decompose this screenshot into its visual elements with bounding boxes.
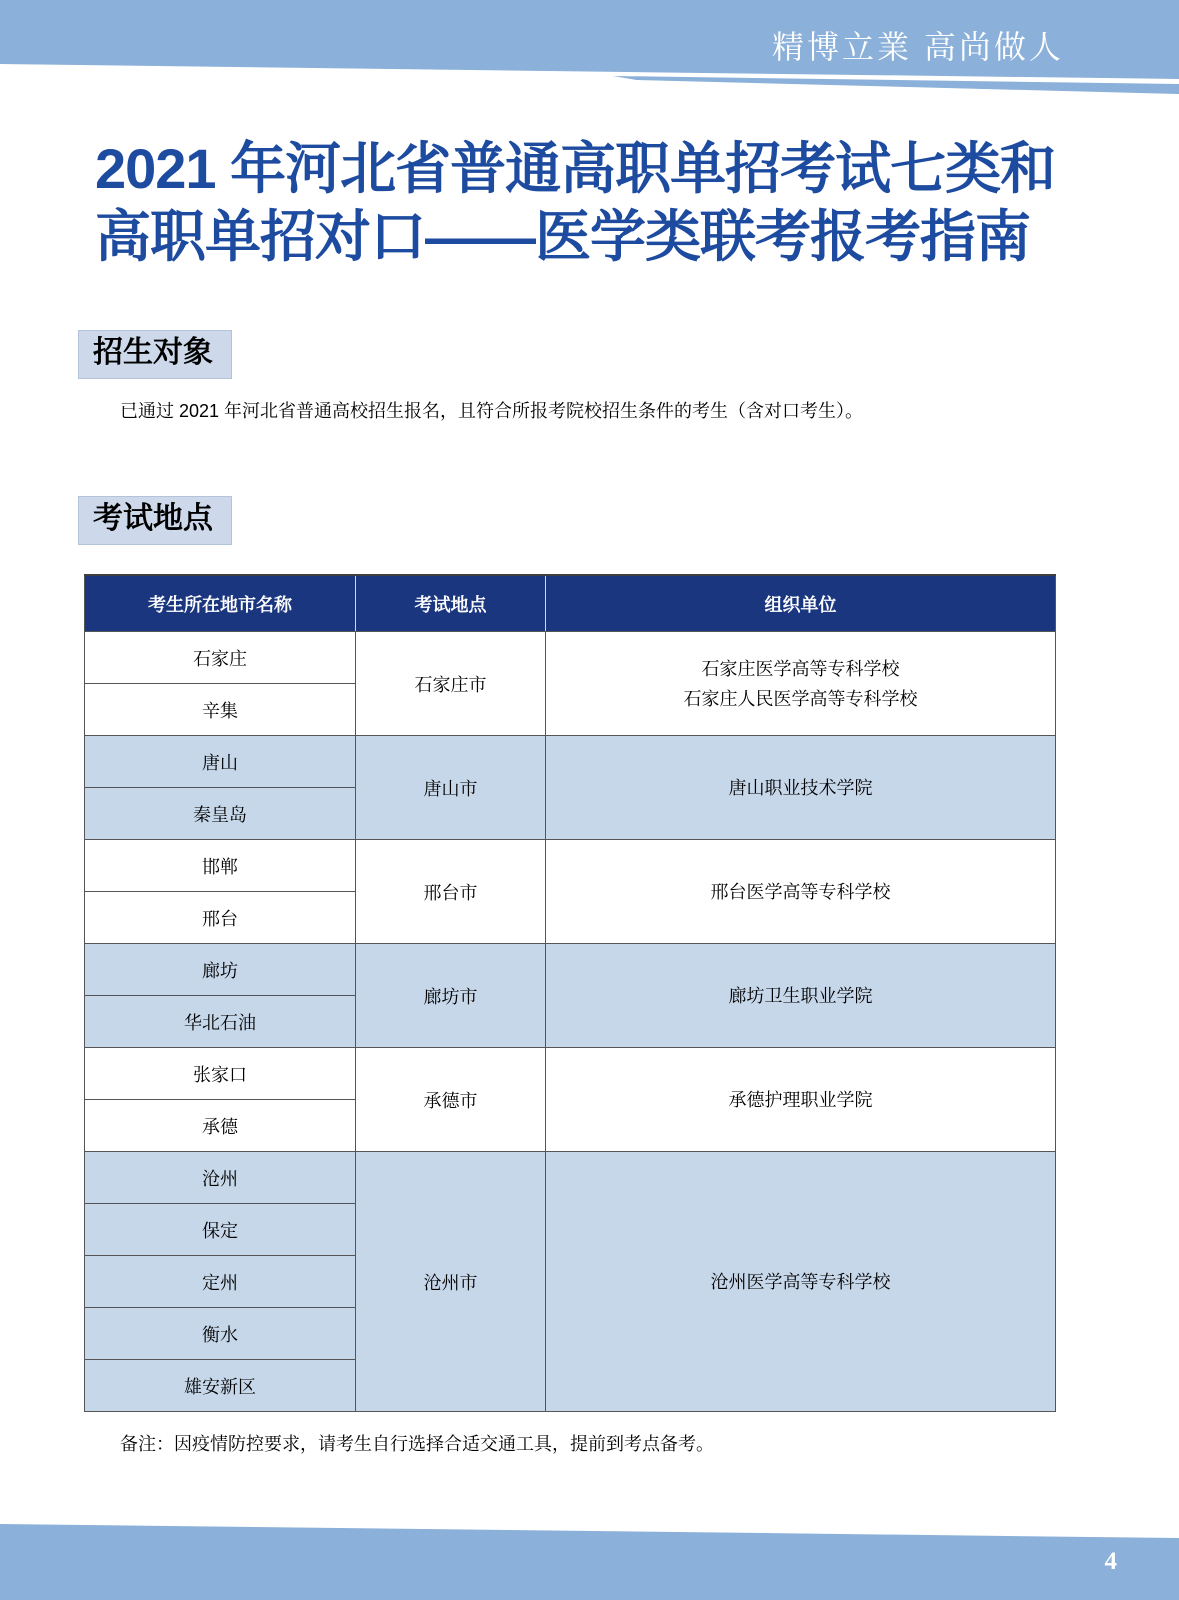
city-cell: 衡水 bbox=[85, 1308, 356, 1360]
exam-location-cell: 廊坊市 bbox=[356, 944, 546, 1048]
organizer-line: 石家庄人民医学高等专科学校 bbox=[683, 688, 918, 709]
organizer-line: 承德护理职业学院 bbox=[728, 1089, 873, 1110]
table-row bbox=[85, 840, 1056, 892]
bottom-banner bbox=[0, 1500, 1179, 1600]
city-cell: 保定 bbox=[85, 1204, 356, 1256]
exam-location-cell: 石家庄市 bbox=[356, 632, 546, 736]
table-row bbox=[85, 944, 1056, 996]
city-cell: 张家口 bbox=[85, 1048, 356, 1100]
city-cell: 华北石油 bbox=[85, 996, 356, 1048]
organizer-cell bbox=[546, 632, 1056, 736]
table-row bbox=[85, 1152, 1056, 1204]
section-heading-enrollment: 招生对象 bbox=[78, 330, 232, 379]
organizer-cell bbox=[546, 944, 1056, 1048]
bottom-banner-band bbox=[0, 1500, 1179, 1600]
city-cell: 唐山 bbox=[85, 736, 356, 788]
organizer-cell bbox=[546, 736, 1056, 840]
table-note: 备注：因疫情防控要求，请考生自行选择合适交通工具，提前到考点备考。 bbox=[120, 1434, 714, 1454]
column-header-location: 考试地点 bbox=[356, 575, 546, 632]
exam-location-cell: 承德市 bbox=[356, 1048, 546, 1152]
organizer-line: 唐山职业技术学院 bbox=[728, 777, 873, 798]
city-cell: 邯郸 bbox=[85, 840, 356, 892]
city-cell: 沧州 bbox=[85, 1152, 356, 1204]
column-header-organizer: 组织单位 bbox=[546, 575, 1056, 632]
page-title-line1: 2021 年河北省普通高职单招考试七类和 bbox=[95, 137, 1056, 200]
organizer-cell bbox=[546, 1152, 1056, 1412]
table-row bbox=[85, 736, 1056, 788]
organizer-line: 邢台医学高等专科学校 bbox=[710, 881, 891, 902]
exam-location-cell: 沧州市 bbox=[356, 1152, 546, 1412]
exam-location-cell: 唐山市 bbox=[356, 736, 546, 840]
table-row bbox=[85, 632, 1056, 684]
organizer-line: 石家庄医学高等专科学校 bbox=[701, 658, 900, 679]
table-row bbox=[85, 1048, 1056, 1100]
organizer-cell bbox=[546, 840, 1056, 944]
city-cell: 定州 bbox=[85, 1256, 356, 1308]
page-title-line2: 高职单招对口——医学类联考报考指南 bbox=[95, 205, 1030, 268]
city-cell: 承德 bbox=[85, 1100, 356, 1152]
city-cell: 秦皇岛 bbox=[85, 788, 356, 840]
organizer-cell bbox=[546, 1048, 1056, 1152]
exam-location-cell: 邢台市 bbox=[356, 840, 546, 944]
organizer-line: 沧州医学高等专科学校 bbox=[710, 1271, 891, 1292]
school-motto: 精博立業 高尚做人 bbox=[772, 29, 1064, 65]
city-cell: 石家庄 bbox=[85, 632, 356, 684]
exam-location-table bbox=[84, 574, 1056, 1412]
city-cell: 廊坊 bbox=[85, 944, 356, 996]
column-header-city: 考生所在地市名称 bbox=[85, 575, 356, 632]
city-cell: 邢台 bbox=[85, 892, 356, 944]
organizer-line: 廊坊卫生职业学院 bbox=[728, 985, 873, 1006]
section-heading-exam-location: 考试地点 bbox=[78, 496, 232, 545]
page-number: 4 bbox=[1104, 1548, 1117, 1575]
page-title bbox=[95, 135, 1119, 271]
city-cell: 雄安新区 bbox=[85, 1360, 356, 1412]
city-cell: 辛集 bbox=[85, 684, 356, 736]
enrollment-body-text: 已通过 2021 年河北省普通高校招生报名，且符合所报考院校招生条件的考生（含对口考生）。 bbox=[120, 401, 864, 421]
table-header-row bbox=[85, 575, 1056, 632]
exam-table-body bbox=[85, 632, 1056, 1412]
